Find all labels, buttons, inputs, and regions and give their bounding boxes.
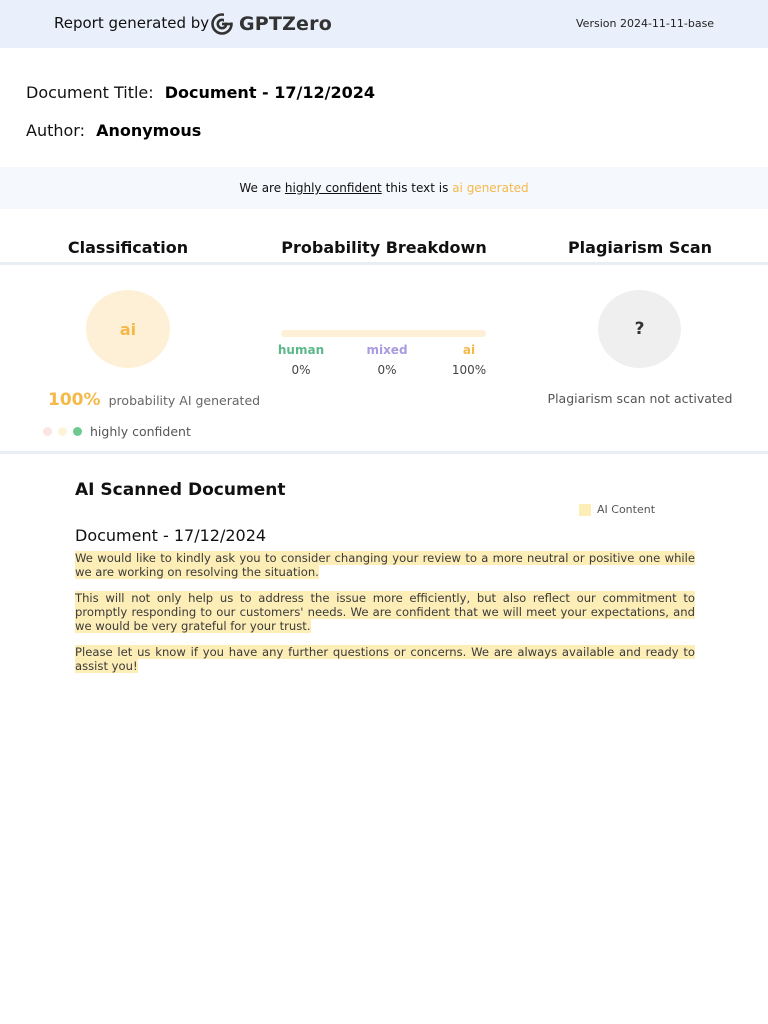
paragraph bbox=[75, 645, 695, 673]
document-title-row bbox=[26, 83, 375, 102]
ai-highlight-text: We would like to kindly ask you to consider changing your review to a more neutral or positive one while we are working on resolving the situation. bbox=[75, 551, 695, 579]
ai-highlight-text: This will not only help us to address the issue more efficiently, but also reflect our commitment to promptly responding to our customers' needs. We are confident that we will meet your expectations, and we would be very grateful for your trust. bbox=[75, 591, 695, 633]
author-label: Author: bbox=[26, 121, 85, 140]
confidence-dots bbox=[43, 424, 191, 439]
probability-text: probability AI generated bbox=[108, 393, 261, 408]
legend-label: AI Content bbox=[597, 503, 656, 516]
confidence-result: ai generated bbox=[452, 181, 529, 195]
confidence-level[interactable]: highly confident bbox=[284, 181, 382, 195]
breakdown-mixed-label: mixed bbox=[366, 343, 408, 357]
document-heading: Document - 17/12/2024 bbox=[75, 526, 267, 545]
breakdown-human-label: human bbox=[277, 343, 325, 357]
legend-swatch bbox=[579, 504, 591, 516]
plagiarism-heading: Plagiarism Scan bbox=[567, 238, 713, 257]
confidence-dot-medium bbox=[58, 427, 67, 436]
report-header bbox=[0, 0, 768, 48]
legend bbox=[579, 503, 655, 516]
confidence-dot-high bbox=[73, 427, 82, 436]
paragraph bbox=[75, 551, 695, 579]
document-title-value: Document - 17/12/2024 bbox=[164, 83, 375, 102]
section-divider-bottom bbox=[0, 451, 768, 454]
paragraph bbox=[75, 591, 695, 633]
confidence-middle: this text is bbox=[381, 181, 453, 195]
plagiarism-note: Plagiarism scan not activated bbox=[547, 391, 733, 406]
probability-line bbox=[48, 390, 260, 410]
confidence-prefix: We are bbox=[239, 181, 285, 195]
classification-badge: ai bbox=[86, 290, 170, 368]
brand-name: GPTZero bbox=[239, 13, 332, 35]
ai-highlight-text: Please let us know if you have any further questions or concerns. We are always available and ready to assist you! bbox=[75, 645, 695, 673]
breakdown-human-value: 0% bbox=[291, 363, 311, 377]
breakdown-ai-value: 100% bbox=[451, 363, 487, 377]
probability-percent: 100% bbox=[48, 390, 101, 410]
breakdown-ai-label: ai bbox=[462, 343, 476, 357]
gptzero-logo[interactable] bbox=[210, 11, 332, 37]
classification-heading: Classification bbox=[67, 238, 189, 257]
confidence-dot-low bbox=[43, 427, 52, 436]
confidence-level-label: highly confident bbox=[90, 424, 191, 439]
gptzero-logo-icon bbox=[210, 12, 234, 36]
document-title-label: Document Title: bbox=[26, 83, 154, 102]
confidence-banner bbox=[0, 167, 768, 209]
probability-track bbox=[281, 330, 486, 337]
report-by-label: Report generated by bbox=[54, 14, 210, 32]
section-divider-top bbox=[0, 262, 768, 265]
scan-title: AI Scanned Document bbox=[75, 480, 286, 500]
breakdown-heading: Probability Breakdown bbox=[281, 238, 487, 257]
version-label: Version 2024-11-11-base bbox=[576, 17, 715, 30]
plagiarism-badge: ? bbox=[598, 290, 681, 368]
author-value: Anonymous bbox=[96, 121, 202, 140]
scanned-paragraphs bbox=[75, 551, 695, 685]
breakdown-mixed-value: 0% bbox=[377, 363, 397, 377]
author-row bbox=[26, 121, 201, 140]
